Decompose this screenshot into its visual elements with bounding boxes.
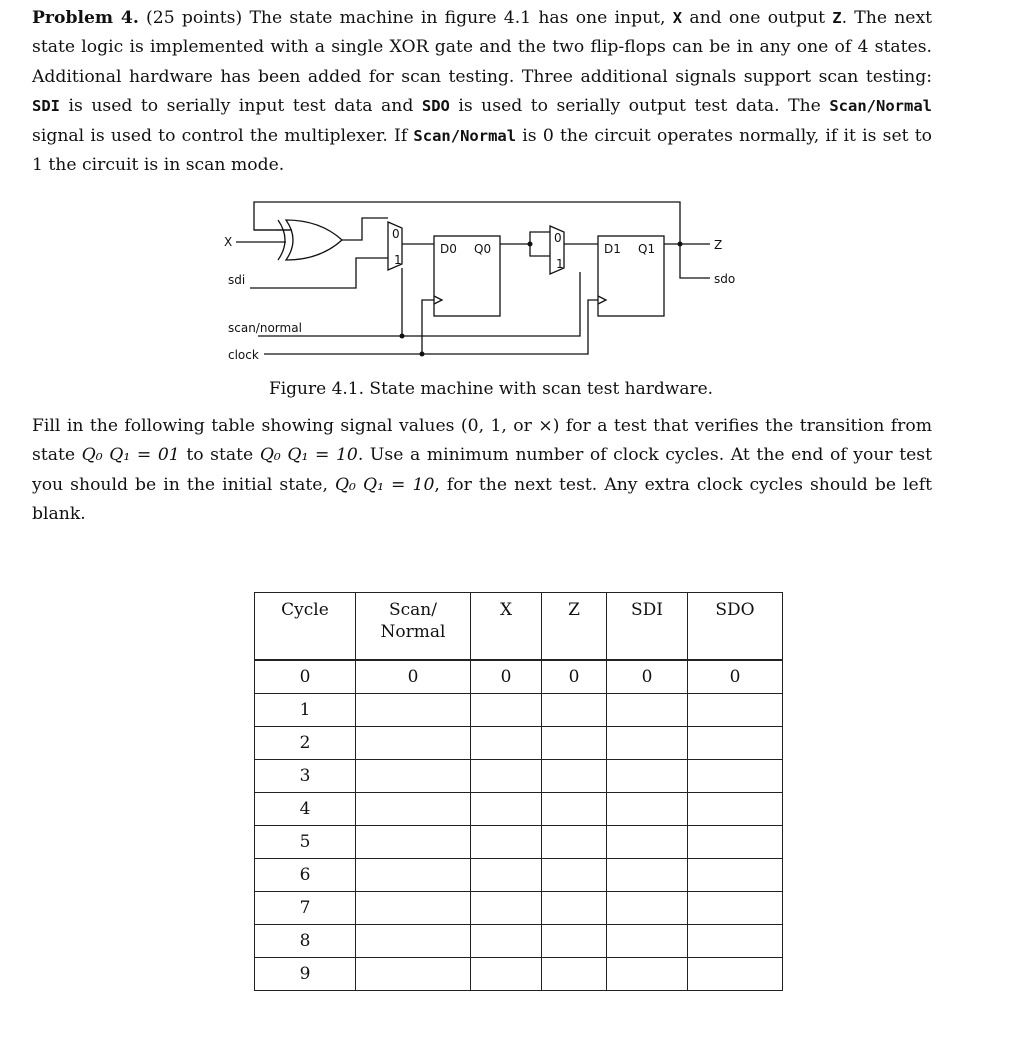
- cycle-cell: 8: [255, 925, 356, 958]
- instructions: [32, 412, 932, 530]
- header-sdi: SDI: [607, 593, 688, 661]
- sdo-label: sdo: [714, 272, 736, 286]
- q1-label: Q1: [638, 242, 656, 256]
- mux0-one-label: 1: [394, 253, 402, 267]
- problem-text: . The next state logic is implemented with a single XOR gate and the two flip-flops can be in any one of 4 states. Additional hardware has been added for scan testing. Three additional signals support scan testing:: [32, 8, 933, 87]
- d0-label: D0: [440, 242, 457, 256]
- mux0-zero-label: 0: [392, 227, 400, 241]
- problem-text: signal is used to control the multiplexer. If: [32, 125, 408, 146]
- scan-normal-cell[interactable]: [356, 859, 471, 892]
- table-row: [255, 859, 783, 892]
- sdo-cell[interactable]: [688, 826, 783, 859]
- cycle-cell: 3: [255, 760, 356, 793]
- x-label: X: [224, 235, 233, 249]
- sdo-cell[interactable]: [688, 760, 783, 793]
- cycle-cell: 7: [255, 892, 356, 925]
- instruction-text: Fill in the following table showing signal values (0, 1, or ×) for a test that verifies the transition from state: [32, 416, 932, 466]
- problem-text: is 0 the circuit operates normally, if it is set to 1 the circuit is in scan mode.: [32, 125, 932, 176]
- x-cell[interactable]: [471, 925, 542, 958]
- scan-normal-name: Scan/Normal: [829, 97, 932, 116]
- clock-label: clock: [228, 348, 259, 362]
- z-cell[interactable]: [542, 958, 607, 991]
- table-row: [255, 826, 783, 859]
- header-x: X: [471, 593, 542, 661]
- state-machine-figure: [216, 192, 756, 368]
- scan-normal-cell[interactable]: [356, 925, 471, 958]
- problem-text: and one output: [689, 8, 826, 28]
- table-row: [255, 727, 783, 760]
- problem-text: is used to serially output test data. The: [458, 96, 821, 117]
- sdo-cell[interactable]: 0: [688, 660, 783, 694]
- table-row: [255, 760, 783, 793]
- table-row: [255, 660, 783, 694]
- sdi-cell[interactable]: [607, 727, 688, 760]
- sdi-cell[interactable]: [607, 859, 688, 892]
- problem-heading: Problem 4.: [32, 8, 139, 28]
- sdi-cell[interactable]: [607, 925, 688, 958]
- cycle-cell: 9: [255, 958, 356, 991]
- problem-statement: [32, 4, 932, 180]
- table-header-row: [255, 593, 783, 661]
- sdi-cell[interactable]: [607, 760, 688, 793]
- cycle-cell: 5: [255, 826, 356, 859]
- problem-points: (25 points): [146, 8, 243, 28]
- table-row: [255, 694, 783, 727]
- d1-label: D1: [604, 242, 621, 256]
- sdo-cell[interactable]: [688, 727, 783, 760]
- cycle-cell: 2: [255, 727, 356, 760]
- scan-normal-cell[interactable]: [356, 694, 471, 727]
- z-cell[interactable]: [542, 760, 607, 793]
- mux1-zero-label: 0: [554, 231, 562, 245]
- x-cell[interactable]: [471, 826, 542, 859]
- state-init: Q₀ Q₁ = 10: [334, 474, 435, 495]
- scan-normal-cell[interactable]: [356, 760, 471, 793]
- x-cell[interactable]: 0: [471, 660, 542, 694]
- z-cell[interactable]: [542, 859, 607, 892]
- x-cell[interactable]: [471, 793, 542, 826]
- sdo-cell[interactable]: [688, 925, 783, 958]
- z-label: Z: [714, 238, 723, 252]
- scan-normal-cell[interactable]: [356, 826, 471, 859]
- header-scan-normal: Scan/ Normal: [356, 593, 471, 661]
- sdi-cell[interactable]: [607, 958, 688, 991]
- cycle-cell: 1: [255, 694, 356, 727]
- header-cycle: Cycle: [255, 593, 356, 661]
- scan-normal-cell[interactable]: [356, 892, 471, 925]
- table-row: [255, 958, 783, 991]
- header-z: Z: [542, 593, 607, 661]
- x-cell[interactable]: [471, 892, 542, 925]
- instruction-text: , for the next test. Any extra clock cycles should be left blank.: [32, 474, 932, 525]
- z-cell[interactable]: [542, 727, 607, 760]
- signal-table: [254, 592, 783, 991]
- sdi-cell[interactable]: [607, 694, 688, 727]
- x-cell[interactable]: [471, 694, 542, 727]
- scan-normal-cell[interactable]: 0: [356, 660, 471, 694]
- z-cell[interactable]: [542, 694, 607, 727]
- scan-normal-cell[interactable]: [356, 727, 471, 760]
- sdi-cell[interactable]: [607, 892, 688, 925]
- sdi-cell[interactable]: [607, 793, 688, 826]
- sdi-label: sdi: [228, 273, 246, 287]
- table-row: [255, 925, 783, 958]
- instruction-text: to state: [186, 445, 254, 466]
- x-cell[interactable]: [471, 958, 542, 991]
- state-from: Q₀ Q₁ = 01: [81, 445, 180, 466]
- sdi-cell[interactable]: [607, 826, 688, 859]
- x-cell[interactable]: [471, 727, 542, 760]
- header-sdo: SDO: [688, 593, 783, 661]
- sdo-cell[interactable]: [688, 958, 783, 991]
- caption-text: Figure 4.1. State machine with scan test hardware.: [268, 379, 714, 399]
- sdo-cell[interactable]: [688, 859, 783, 892]
- sdi-cell[interactable]: 0: [607, 660, 688, 694]
- problem-text: is used to serially input test data and: [68, 96, 414, 117]
- mux1-one-label: 1: [556, 257, 564, 271]
- x-cell[interactable]: [471, 859, 542, 892]
- sdo-cell[interactable]: [688, 694, 783, 727]
- scan-normal-label: scan/normal: [228, 321, 302, 335]
- sdo-name: SDO: [421, 97, 450, 116]
- state-to: Q₀ Q₁ = 10: [259, 445, 358, 466]
- cycle-cell: 4: [255, 793, 356, 826]
- scan-normal-cell[interactable]: [356, 793, 471, 826]
- z-cell[interactable]: 0: [542, 660, 607, 694]
- scan-normal-name: Scan/Normal: [413, 126, 517, 145]
- circuit-diagram: [216, 192, 756, 368]
- x-cell[interactable]: [471, 760, 542, 793]
- cycle-cell: 6: [255, 859, 356, 892]
- table-row: [255, 793, 783, 826]
- z-cell[interactable]: [542, 793, 607, 826]
- sdo-cell[interactable]: [688, 892, 783, 925]
- figure-caption: [0, 379, 980, 399]
- instruction-text: . Use a minimum number of clock cycles. At the end of your test you should be in the initial state,: [32, 445, 933, 495]
- output-name: Z: [832, 9, 842, 27]
- z-cell[interactable]: [542, 826, 607, 859]
- sdo-cell[interactable]: [688, 793, 783, 826]
- table-row: [255, 892, 783, 925]
- problem-text: The state machine in figure 4.1 has one input,: [249, 8, 666, 28]
- z-cell[interactable]: [542, 892, 607, 925]
- scan-normal-cell[interactable]: [356, 958, 471, 991]
- sdi-name: SDI: [32, 97, 60, 116]
- z-cell[interactable]: [542, 925, 607, 958]
- q0-label: Q0: [474, 242, 492, 256]
- input-name: X: [672, 9, 683, 27]
- cycle-cell: 0: [255, 660, 356, 694]
